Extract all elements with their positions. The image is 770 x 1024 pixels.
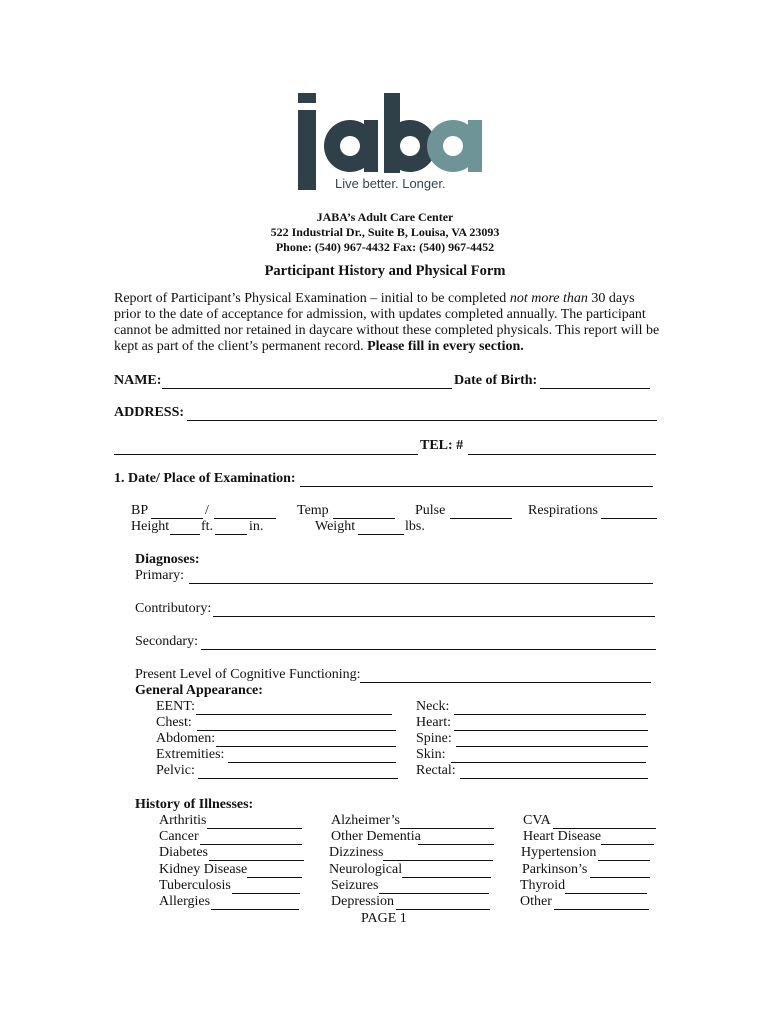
illness-alzheimers: Alzheimer’s	[331, 813, 400, 828]
kidney-disease-field[interactable]	[247, 877, 302, 878]
extremities-label: Extremities:	[156, 747, 225, 762]
intro-line-1: Report of Participant’s Physical Examination – initial to be completed not more than 30 days	[114, 291, 635, 306]
primary-field[interactable]	[189, 583, 653, 584]
temp-label: Temp	[297, 503, 329, 518]
cognitive-label: Present Level of Cognitive Functioning:	[135, 667, 361, 682]
cognitive-field[interactable]	[360, 682, 651, 683]
dob-field[interactable]	[540, 388, 650, 389]
parkinsons-field[interactable]	[590, 877, 650, 878]
org-address: 522 Industrial Dr., Suite B, Louisa, VA 23093	[270, 225, 500, 239]
illness-neurological: Neurological	[329, 862, 403, 877]
height-label: Height	[131, 519, 170, 534]
heart-label: Heart:	[416, 715, 451, 730]
chest-field[interactable]	[197, 730, 396, 731]
intro-line-3: cannot be admitted nor retained in daycare without these completed physicals. This report will be	[114, 323, 660, 338]
secondary-label: Secondary:	[135, 634, 198, 649]
illness-depression: Depression	[331, 894, 394, 909]
heart-disease-field[interactable]	[601, 844, 654, 845]
illness-allergies: Allergies	[159, 894, 211, 909]
contributory-field[interactable]	[213, 616, 655, 617]
tuberculosis-field[interactable]	[232, 893, 300, 894]
bp-slash: /	[205, 503, 209, 518]
heart-field[interactable]	[454, 730, 648, 731]
height-ft-field[interactable]	[170, 534, 200, 535]
chest-label: Chest:	[156, 715, 192, 730]
illness-kidney-disease: Kidney Disease	[159, 862, 248, 877]
neck-label: Neck:	[416, 699, 450, 714]
arthritis-field[interactable]	[207, 828, 302, 829]
primary-label: Primary:	[135, 568, 184, 583]
address-line-2-field[interactable]	[114, 454, 418, 455]
allergies-field[interactable]	[211, 909, 299, 910]
org-phone: Phone: (540) 967-4432 Fax: (540) 967-4452	[275, 240, 495, 254]
name-field[interactable]	[162, 388, 452, 389]
intro-line-4: kept as part of the client’s permanent record. Please fill in every section.	[114, 339, 524, 354]
rectal-field[interactable]	[460, 778, 648, 779]
respirations-field[interactable]	[601, 518, 657, 519]
in-label: in.	[249, 519, 264, 534]
lbs-label: lbs.	[405, 519, 425, 534]
eent-label: EENT:	[156, 699, 195, 714]
address-field[interactable]	[187, 420, 657, 421]
name-label: NAME:	[114, 373, 162, 388]
ft-label: ft.	[201, 519, 214, 534]
other-illness-field[interactable]	[554, 909, 649, 910]
spine-field[interactable]	[456, 746, 648, 747]
illness-diabetes: Diabetes	[159, 845, 208, 860]
illness-cancer: Cancer	[159, 829, 199, 844]
tel-label: TEL: #	[420, 438, 464, 453]
abdomen-label: Abdomen:	[156, 731, 216, 746]
address-label: ADDRESS:	[114, 405, 185, 420]
exam-date-label: 1. Date/ Place of Examination:	[114, 471, 296, 486]
illness-thyroid: Thyroid	[520, 878, 566, 893]
other-dementia-field[interactable]	[418, 844, 494, 845]
dob-label: Date of Birth:	[454, 373, 538, 388]
secondary-field[interactable]	[201, 649, 656, 650]
diagnoses-heading: Diagnoses:	[135, 552, 200, 567]
cancer-field[interactable]	[200, 844, 302, 845]
page-number: PAGE 1	[361, 911, 407, 926]
abdomen-field[interactable]	[216, 746, 396, 747]
neck-field[interactable]	[454, 714, 646, 715]
form-title: Participant History and Physical Form	[264, 263, 506, 279]
illness-cva: CVA	[523, 813, 551, 828]
height-in-field[interactable]	[215, 534, 247, 535]
contributory-label: Contributory:	[135, 601, 212, 616]
illness-other: Other	[520, 894, 552, 909]
illness-arthritis: Arthritis	[159, 813, 207, 828]
illnesses-heading: History of Illnesses:	[135, 797, 254, 812]
illness-hypertension: Hypertension	[521, 845, 597, 860]
extremities-field[interactable]	[228, 762, 396, 763]
seizures-field[interactable]	[379, 893, 489, 894]
skin-field[interactable]	[451, 762, 646, 763]
hypertension-field[interactable]	[598, 860, 650, 861]
illness-tuberculosis: Tuberculosis	[159, 878, 231, 893]
illness-other-dementia: Other Dementia	[331, 829, 421, 844]
rectal-label: Rectal:	[416, 763, 456, 778]
skin-label: Skin:	[416, 747, 446, 762]
pulse-label: Pulse	[415, 503, 446, 518]
illness-seizures: Seizures	[331, 878, 379, 893]
intro-line-2: prior to the date of acceptance for admission, with updates completed annually. The participant	[114, 307, 646, 322]
eent-field[interactable]	[196, 714, 392, 715]
bp-diastolic-field[interactable]	[214, 518, 276, 519]
spine-label: Spine:	[416, 731, 452, 746]
appearance-heading: General Appearance:	[135, 683, 263, 698]
diabetes-field[interactable]	[209, 860, 304, 861]
depression-field[interactable]	[396, 909, 490, 910]
pelvic-field[interactable]	[198, 778, 398, 779]
bp-label: BP	[131, 503, 149, 518]
dizziness-field[interactable]	[383, 860, 493, 861]
org-name: JABA’s Adult Care Center	[316, 210, 454, 224]
pulse-field[interactable]	[450, 518, 512, 519]
illness-parkinsons: Parkinson’s	[522, 862, 588, 877]
logo-tagline: Live better. Longer.	[335, 176, 446, 191]
respirations-label: Respirations	[528, 503, 598, 518]
illness-dizziness: Dizziness	[329, 845, 384, 860]
illness-heart-disease: Heart Disease	[523, 829, 602, 844]
exam-date-field[interactable]	[300, 486, 653, 487]
thyroid-field[interactable]	[565, 893, 647, 894]
weight-field[interactable]	[358, 534, 404, 535]
tel-field[interactable]	[468, 454, 656, 455]
neurological-field[interactable]	[402, 877, 491, 878]
weight-label: Weight	[315, 519, 356, 534]
pelvic-label: Pelvic:	[156, 763, 195, 778]
